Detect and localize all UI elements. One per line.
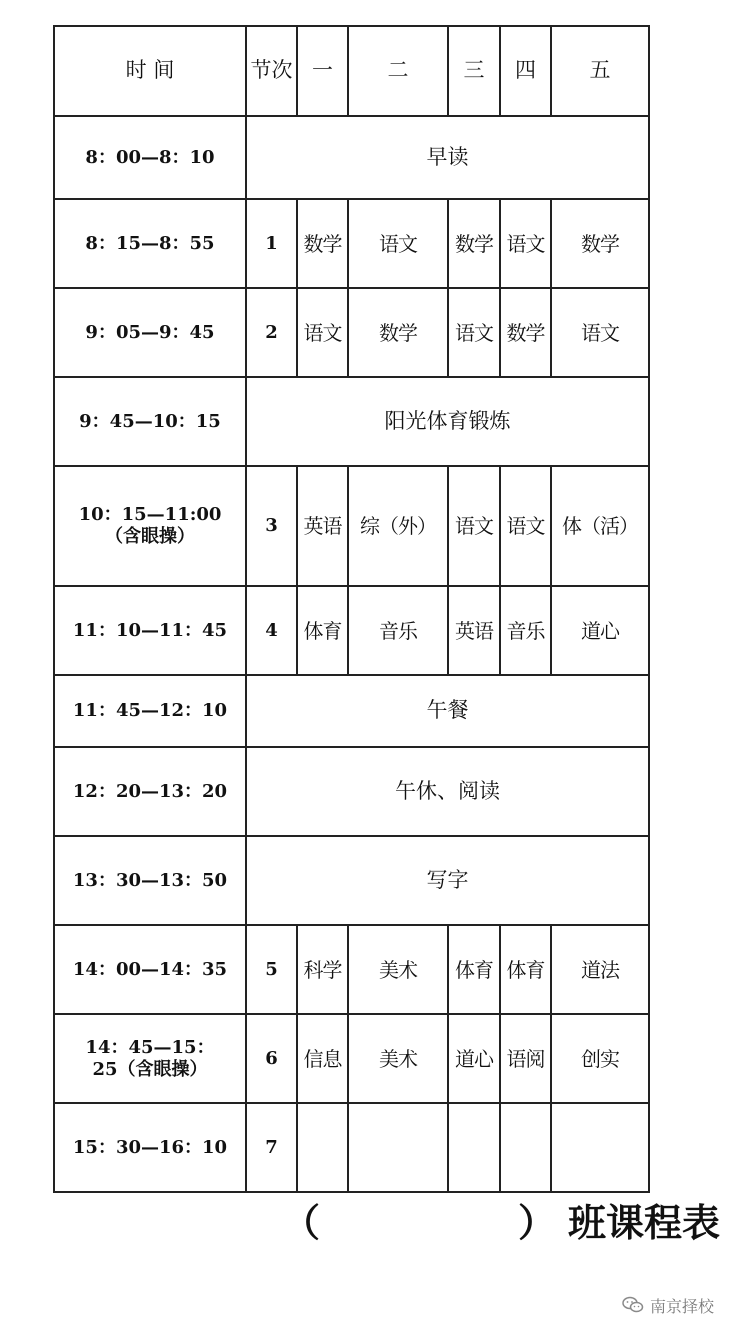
caption-open-paren: （: [282, 1201, 321, 1245]
header-row: [54, 26, 649, 116]
period-cell: 3: [246, 466, 297, 586]
header-time: 时 间: [54, 26, 246, 116]
subject-cell: 语文: [448, 466, 500, 586]
subject-cell: 语阅: [500, 1014, 551, 1103]
subject-cell: 数学: [348, 288, 448, 377]
subject-cell: 音乐: [348, 586, 448, 675]
activity-cell: 午休、阅读: [246, 747, 649, 836]
subject-cell: 综（外）: [348, 466, 448, 586]
time-cell: 12：20—13：20: [54, 747, 246, 836]
schedule-caption: [270, 1190, 745, 1250]
header-day: 三: [448, 26, 500, 116]
header-day: 四: [500, 26, 551, 116]
header-period: 节次: [246, 26, 297, 116]
table-row: [54, 836, 649, 925]
watermark: [622, 1290, 714, 1320]
subject-cell: 语文: [348, 199, 448, 288]
activity-cell: 阳光体育锻炼: [246, 377, 649, 466]
time-line: （含眼操）: [105, 526, 195, 547]
watermark-text: 南京择校: [650, 1296, 715, 1316]
subject-cell: 科学: [297, 925, 348, 1014]
subject-cell: 道心: [551, 586, 649, 675]
period-cell: 4: [246, 586, 297, 675]
subject-cell: [348, 1103, 448, 1192]
time-cell: 9：45—10：15: [54, 377, 246, 466]
period-cell: 1: [246, 199, 297, 288]
subject-cell: 语文: [448, 288, 500, 377]
subject-cell: 体育: [448, 925, 500, 1014]
subject-cell: 创实: [551, 1014, 649, 1103]
time-cell: 15：30—16：10: [54, 1103, 246, 1192]
subject-cell: 语文: [500, 466, 551, 586]
subject-cell: 体育: [500, 925, 551, 1014]
subject-cell: 体育: [297, 586, 348, 675]
subject-cell: 体（活）: [551, 466, 649, 586]
time-cell: 8：00—8：10: [54, 116, 246, 199]
table-row: [54, 586, 649, 675]
table-row: [54, 116, 649, 199]
subject-cell: 数学: [551, 199, 649, 288]
period-cell: 6: [246, 1014, 297, 1103]
subject-cell: 数学: [500, 288, 551, 377]
subject-cell: 道心: [448, 1014, 500, 1103]
time-cell: 14：00—14：35: [54, 925, 246, 1014]
subject-cell: 道法: [551, 925, 649, 1014]
subject-cell: 数学: [448, 199, 500, 288]
table-row: [54, 747, 649, 836]
header-day: 二: [348, 26, 448, 116]
subject-cell: 音乐: [500, 586, 551, 675]
subject-cell: [297, 1103, 348, 1192]
time-line: 10：15—11:00: [78, 504, 222, 526]
subject-cell: [551, 1103, 649, 1192]
period-cell: 5: [246, 925, 297, 1014]
subject-cell: 语文: [500, 199, 551, 288]
time-cell: 11：10—11：45: [54, 586, 246, 675]
class-schedule-table: [53, 25, 650, 1193]
subject-cell: 英语: [297, 466, 348, 586]
table-row: [54, 1103, 649, 1192]
table-row: [54, 288, 649, 377]
table-row: [54, 675, 649, 747]
header-day: 五: [551, 26, 649, 116]
subject-cell: 语文: [551, 288, 649, 377]
header-day: 一: [297, 26, 348, 116]
subject-cell: 语文: [297, 288, 348, 377]
period-cell: 7: [246, 1103, 297, 1192]
wechat-icon: [622, 1296, 644, 1314]
time-line: 14：45—15：: [85, 1036, 215, 1058]
period-cell: 2: [246, 288, 297, 377]
table-row: [54, 377, 649, 466]
activity-cell: 早读: [246, 116, 649, 199]
time-cell: 13：30—13：50: [54, 836, 246, 925]
activity-cell: 写字: [246, 836, 649, 925]
subject-cell: [448, 1103, 500, 1192]
time-line: 25（含眼操）: [92, 1058, 208, 1080]
caption-label: 班课程表: [568, 1201, 721, 1245]
time-cell: [54, 1014, 246, 1103]
table-row: [54, 199, 649, 288]
time-cell: 9：05—9：45: [54, 288, 246, 377]
subject-cell: 英语: [448, 586, 500, 675]
subject-cell: [500, 1103, 551, 1192]
caption-close-paren: ）: [518, 1201, 557, 1245]
subject-cell: 美术: [348, 925, 448, 1014]
activity-cell: 午餐: [246, 675, 649, 747]
subject-cell: 数学: [297, 199, 348, 288]
table-row: [54, 466, 649, 586]
subject-cell: 美术: [348, 1014, 448, 1103]
table-row: [54, 1014, 649, 1103]
time-cell: 8：15—8：55: [54, 199, 246, 288]
table-row: [54, 925, 649, 1014]
time-cell: [54, 466, 246, 586]
time-cell: 11：45—12：10: [54, 675, 246, 747]
subject-cell: 信息: [297, 1014, 348, 1103]
